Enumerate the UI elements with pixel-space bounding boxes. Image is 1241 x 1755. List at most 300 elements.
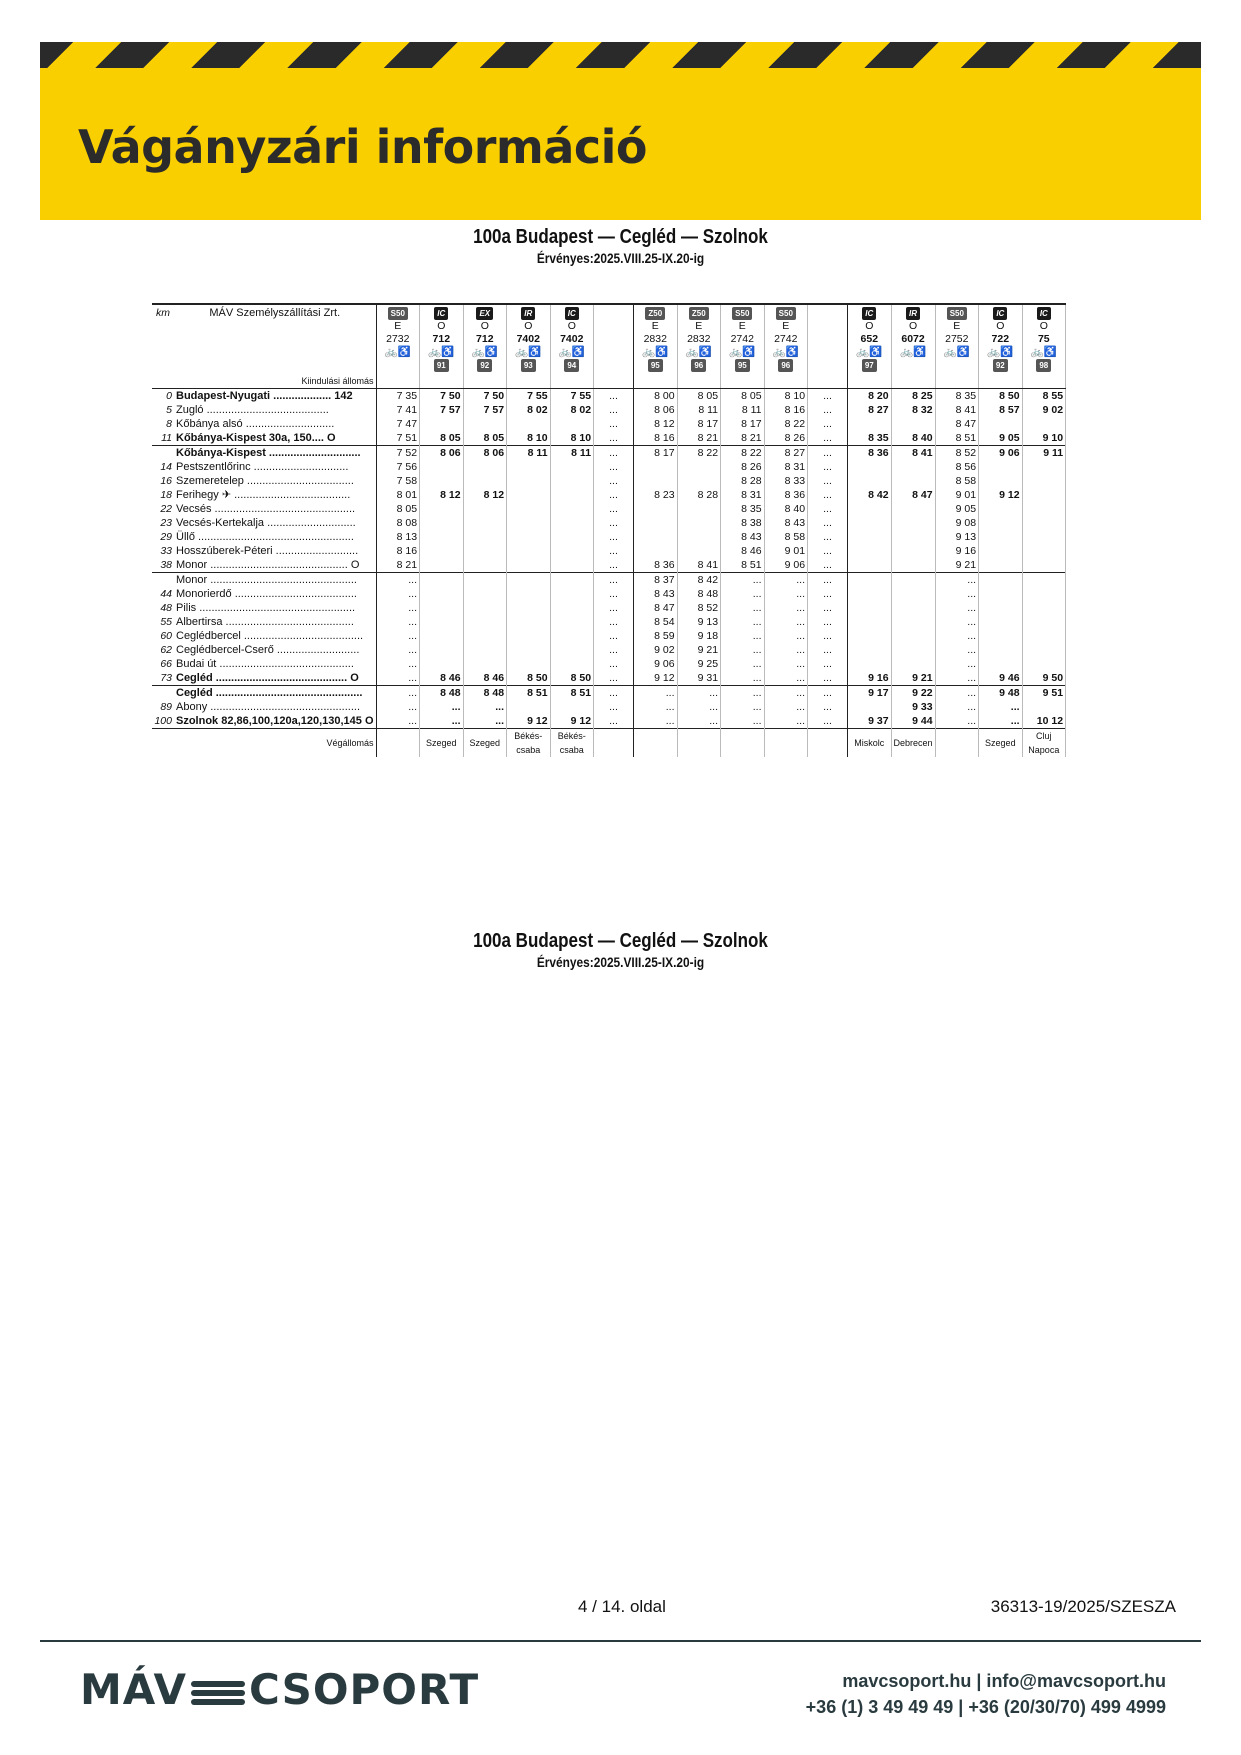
km-cell: 23	[160, 517, 172, 529]
train-class: E	[394, 320, 402, 332]
bike-icon: 🚲♿	[384, 346, 411, 358]
time-cell: ...	[376, 714, 420, 729]
departure-label: Kiindulási állomás	[174, 374, 376, 389]
time-cell: 9 06	[979, 446, 1023, 461]
time-cell: ...	[764, 573, 808, 588]
time-cell: 8 33	[764, 474, 808, 488]
destination-cell	[376, 729, 420, 758]
time-cell: 8 22	[721, 446, 765, 461]
time-cell	[463, 573, 507, 588]
time-cell	[420, 516, 464, 530]
train-column-header	[979, 304, 1023, 374]
logo-text-left: MÁV	[80, 1665, 187, 1714]
time-cell: ...	[808, 615, 848, 629]
station-name: Szemeretelep ...................................	[174, 474, 376, 488]
time-cell: 8 32	[891, 403, 935, 417]
train-number: 722	[991, 333, 1010, 345]
time-cell	[463, 601, 507, 615]
time-cell: ...	[808, 474, 848, 488]
train-column-header	[420, 304, 464, 374]
time-cell: ...	[808, 488, 848, 502]
station-row	[152, 403, 1066, 417]
time-cell: 8 11	[677, 403, 721, 417]
train-class: O	[1039, 320, 1048, 332]
time-cell	[1022, 530, 1066, 544]
station-name: Budapest-Nyugati ................... 142	[174, 389, 376, 404]
time-cell: ...	[376, 615, 420, 629]
km-cell: 60	[160, 630, 172, 642]
empty-cell	[979, 374, 1023, 389]
logo-text-right: CSOPORT	[248, 1665, 480, 1714]
time-cell: 9 46	[979, 671, 1023, 686]
time-cell: 8 12	[420, 488, 464, 502]
empty-cell	[594, 374, 634, 389]
station-name: Kőbánya alsó .............................	[174, 417, 376, 431]
station-name: Abony .................................................	[174, 700, 376, 714]
train-type-badge: S50	[388, 307, 408, 320]
km-cell	[152, 446, 174, 461]
station-row	[152, 629, 1066, 643]
time-cell	[550, 544, 594, 558]
time-cell: 8 31	[764, 460, 808, 474]
time-cell: ...	[808, 403, 848, 417]
time-cell: ...	[677, 714, 721, 729]
time-cell	[463, 615, 507, 629]
train-type-badge: Z50	[689, 307, 709, 320]
time-cell: 8 16	[634, 431, 678, 446]
note-ref-badge: 96	[778, 359, 793, 372]
time-cell: 8 48	[420, 686, 464, 701]
time-cell: 9 12	[634, 671, 678, 686]
train-number: 712	[432, 333, 451, 345]
time-cell: ...	[594, 389, 634, 404]
time-cell	[507, 587, 551, 601]
time-cell	[979, 474, 1023, 488]
time-cell	[463, 629, 507, 643]
note-ref-badge: 93	[521, 359, 536, 372]
train-column-header	[935, 304, 979, 374]
time-cell: 9 06	[764, 558, 808, 573]
departure-label-row	[152, 374, 1066, 389]
time-cell: 9 12	[550, 714, 594, 729]
time-cell: 8 21	[721, 431, 765, 446]
station-row	[152, 474, 1066, 488]
time-cell: 8 35	[721, 502, 765, 516]
time-cell: 8 28	[721, 474, 765, 488]
time-cell	[979, 460, 1023, 474]
destination-cell	[721, 729, 765, 758]
time-cell: 8 10	[550, 431, 594, 446]
time-cell: ...	[634, 686, 678, 701]
time-cell: ...	[721, 671, 765, 686]
time-cell: 8 40	[891, 431, 935, 446]
empty-cell	[721, 374, 765, 389]
time-cell: ...	[594, 488, 634, 502]
time-cell	[1022, 643, 1066, 657]
time-cell: 8 41	[677, 558, 721, 573]
time-cell: ...	[935, 601, 979, 615]
km-cell	[152, 686, 174, 701]
train-number: 2752	[945, 333, 969, 345]
time-cell	[507, 643, 551, 657]
time-cell: 8 50	[550, 671, 594, 686]
time-cell: ...	[764, 587, 808, 601]
time-cell: 7 58	[376, 474, 420, 488]
destination-cell	[764, 729, 808, 758]
km-cell: 62	[160, 644, 172, 656]
time-cell	[463, 530, 507, 544]
time-cell	[1022, 700, 1066, 714]
time-cell: 8 23	[634, 488, 678, 502]
km-cell: 33	[160, 545, 172, 557]
station-name: Szolnok 82,86,100,120a,120,130,145 O	[174, 714, 376, 729]
time-cell	[891, 516, 935, 530]
time-cell: ...	[594, 544, 634, 558]
time-cell	[507, 530, 551, 544]
train-class: E	[782, 320, 790, 332]
time-cell: 7 56	[376, 460, 420, 474]
km-cell: 89	[160, 701, 172, 713]
station-row	[152, 601, 1066, 615]
train-class: O	[480, 320, 489, 332]
time-cell	[979, 629, 1023, 643]
time-cell: 8 35	[848, 431, 892, 446]
time-cell: ...	[808, 516, 848, 530]
time-cell: 8 50	[507, 671, 551, 686]
time-cell: ...	[594, 417, 634, 431]
time-cell: 8 13	[376, 530, 420, 544]
time-cell	[979, 587, 1023, 601]
empty-cell	[764, 374, 808, 389]
time-cell: 9 13	[677, 615, 721, 629]
train-number: 75	[1037, 333, 1050, 345]
time-cell: ...	[594, 516, 634, 530]
time-cell	[848, 460, 892, 474]
train-column-header	[376, 304, 420, 374]
km-cell: 44	[160, 588, 172, 600]
time-cell: 8 41	[891, 446, 935, 461]
train-column-header	[721, 304, 765, 374]
time-cell	[979, 657, 1023, 671]
time-cell	[463, 516, 507, 530]
time-cell: 8 11	[721, 403, 765, 417]
time-cell	[507, 601, 551, 615]
time-cell	[550, 657, 594, 671]
time-cell: 9 33	[891, 700, 935, 714]
time-cell: 8 05	[463, 431, 507, 446]
time-cell: 7 55	[550, 389, 594, 404]
train-number: 2832	[687, 333, 711, 345]
destination-cell	[677, 729, 721, 758]
station-row	[152, 530, 1066, 544]
time-cell	[848, 544, 892, 558]
time-cell: ...	[808, 671, 848, 686]
time-cell	[634, 460, 678, 474]
time-cell	[420, 615, 464, 629]
time-cell: ...	[594, 446, 634, 461]
time-cell: ...	[808, 530, 848, 544]
train-number: 652	[860, 333, 879, 345]
time-cell: 8 02	[507, 403, 551, 417]
rail-icon	[191, 1673, 245, 1713]
time-cell	[979, 502, 1023, 516]
gap-cell	[594, 304, 634, 374]
station-row	[152, 417, 1066, 431]
time-cell: ...	[376, 573, 420, 588]
time-cell: 8 16	[376, 544, 420, 558]
banner-title: Vágányzári információ	[78, 120, 648, 174]
time-cell	[420, 530, 464, 544]
time-cell	[420, 558, 464, 573]
time-cell: ...	[594, 643, 634, 657]
bike-icon: 🚲♿	[685, 346, 712, 358]
station-row	[152, 714, 1066, 729]
time-cell: 8 27	[764, 446, 808, 461]
station-name: Pilis ...................................................	[174, 601, 376, 615]
time-cell: ...	[808, 502, 848, 516]
time-cell: 9 50	[1022, 671, 1066, 686]
time-cell	[848, 587, 892, 601]
time-cell: 8 52	[935, 446, 979, 461]
time-cell: 8 21	[677, 431, 721, 446]
time-cell: 8 08	[376, 516, 420, 530]
time-cell: 7 50	[420, 389, 464, 404]
time-cell	[891, 530, 935, 544]
time-cell: ...	[463, 700, 507, 714]
time-cell	[979, 601, 1023, 615]
section-title-2: 100a Budapest — Cegléd — Szolnok	[473, 930, 768, 952]
station-name: Cegléd ................................................	[174, 686, 376, 701]
train-number: 2742	[774, 333, 798, 345]
time-cell	[891, 601, 935, 615]
time-cell	[891, 615, 935, 629]
time-cell	[507, 488, 551, 502]
time-cell: 8 28	[677, 488, 721, 502]
time-cell: 8 38	[721, 516, 765, 530]
time-cell: 8 17	[634, 446, 678, 461]
time-cell: ...	[721, 615, 765, 629]
station-row	[152, 502, 1066, 516]
contact-info	[806, 1668, 1166, 1720]
station-row	[152, 431, 1066, 446]
km-cell: 29	[160, 531, 172, 543]
time-cell	[463, 587, 507, 601]
station-name: Monor ................................................	[174, 573, 376, 588]
time-cell	[891, 460, 935, 474]
time-cell: ...	[935, 573, 979, 588]
time-cell	[463, 502, 507, 516]
bike-icon: 🚲♿	[1030, 346, 1057, 358]
train-column-header	[891, 304, 935, 374]
time-cell: 8 46	[463, 671, 507, 686]
empty-cell	[935, 374, 979, 389]
train-number: 2832	[643, 333, 667, 345]
time-cell: ...	[935, 587, 979, 601]
time-cell	[550, 502, 594, 516]
train-type-badge: IR	[906, 307, 920, 320]
station-row	[152, 615, 1066, 629]
time-cell: ...	[808, 573, 848, 588]
time-cell	[1022, 502, 1066, 516]
time-cell	[420, 417, 464, 431]
note-ref-badge: 92	[993, 359, 1008, 372]
time-cell	[848, 502, 892, 516]
time-cell: ...	[764, 629, 808, 643]
time-cell: 8 43	[764, 516, 808, 530]
gap-cell	[808, 304, 848, 374]
empty-cell	[420, 374, 464, 389]
time-cell: 8 59	[634, 629, 678, 643]
time-cell: ...	[764, 700, 808, 714]
time-cell	[420, 657, 464, 671]
km-cell: 5	[166, 404, 172, 416]
time-cell	[550, 516, 594, 530]
time-cell: ...	[594, 601, 634, 615]
empty-cell	[677, 374, 721, 389]
train-class: E	[695, 320, 703, 332]
empty-cell	[507, 374, 551, 389]
bike-icon: 🚲♿	[642, 346, 669, 358]
note-ref-badge: 97	[862, 359, 877, 372]
note-ref-badge: 96	[691, 359, 706, 372]
time-cell	[634, 544, 678, 558]
empty-cell	[808, 374, 848, 389]
time-cell: ...	[808, 700, 848, 714]
operator-header: MÁV Személyszállítási Zrt.	[174, 304, 376, 374]
train-class: O	[567, 320, 576, 332]
time-cell	[677, 502, 721, 516]
time-cell: ...	[420, 714, 464, 729]
time-cell: 8 27	[848, 403, 892, 417]
time-cell: ...	[935, 615, 979, 629]
train-class: O	[865, 320, 874, 332]
time-cell	[848, 629, 892, 643]
time-cell	[979, 558, 1023, 573]
time-cell: 9 22	[891, 686, 935, 701]
time-cell	[507, 558, 551, 573]
time-cell: 8 05	[677, 389, 721, 404]
time-cell: ...	[376, 587, 420, 601]
time-cell: 9 21	[935, 558, 979, 573]
train-number: 712	[476, 333, 494, 345]
time-cell: 7 47	[376, 417, 420, 431]
station-name: Hosszúberek-Péteri ...........................	[174, 544, 376, 558]
time-cell: ...	[808, 601, 848, 615]
train-type-badge: EX	[476, 307, 493, 320]
station-row	[152, 446, 1066, 461]
time-cell: 9 02	[634, 643, 678, 657]
note-ref-badge: 92	[477, 359, 492, 372]
train-column-header	[848, 304, 892, 374]
time-cell: 8 58	[764, 530, 808, 544]
time-cell: ...	[764, 615, 808, 629]
time-cell	[420, 502, 464, 516]
time-cell: 9 05	[979, 431, 1023, 446]
time-cell: ...	[764, 657, 808, 671]
time-cell: 9 25	[677, 657, 721, 671]
time-cell	[420, 629, 464, 643]
time-cell: ...	[594, 587, 634, 601]
train-number: 7402	[560, 333, 584, 345]
time-cell: 8 43	[721, 530, 765, 544]
time-cell: ...	[721, 629, 765, 643]
time-cell: 8 12	[463, 488, 507, 502]
train-number: 2732	[386, 333, 410, 345]
station-row	[152, 488, 1066, 502]
time-cell	[507, 474, 551, 488]
time-cell: 8 36	[634, 558, 678, 573]
time-cell: ...	[594, 615, 634, 629]
bike-icon: 🚲♿	[515, 346, 542, 358]
time-cell: ...	[808, 558, 848, 573]
time-cell	[550, 643, 594, 657]
time-cell	[1022, 657, 1066, 671]
time-cell: 8 51	[935, 431, 979, 446]
bike-icon: 🚲♿	[943, 346, 970, 358]
time-cell	[677, 544, 721, 558]
empty-cell	[550, 374, 594, 389]
train-class: E	[651, 320, 659, 332]
bike-icon: 🚲♿	[428, 346, 455, 358]
time-cell: 8 58	[935, 474, 979, 488]
time-cell: ...	[376, 657, 420, 671]
time-cell: ...	[721, 573, 765, 588]
train-type-badge: IC	[1037, 307, 1051, 320]
time-cell	[550, 700, 594, 714]
station-row	[152, 686, 1066, 701]
contact-web-email: mavcsoport.hu | info@mavcsoport.hu	[842, 1671, 1166, 1691]
section-title-1: 100a Budapest — Cegléd — Szolnok	[473, 226, 768, 248]
time-cell: ...	[764, 671, 808, 686]
km-cell: 8	[166, 418, 172, 430]
time-cell: ...	[376, 700, 420, 714]
station-name: Zugló ........................................	[174, 403, 376, 417]
time-cell: ...	[808, 431, 848, 446]
station-row	[152, 558, 1066, 573]
time-cell: 9 18	[677, 629, 721, 643]
train-type-badge: IC	[434, 307, 448, 320]
time-cell: 8 50	[979, 389, 1023, 404]
time-cell: 7 57	[463, 403, 507, 417]
time-cell	[550, 474, 594, 488]
time-cell	[550, 460, 594, 474]
time-cell: 8 25	[891, 389, 935, 404]
time-cell	[677, 460, 721, 474]
time-cell	[1022, 573, 1066, 588]
time-cell: 8 26	[721, 460, 765, 474]
time-cell: ...	[808, 657, 848, 671]
destination-cell: Békés-csaba	[550, 729, 594, 758]
time-cell: 9 11	[1022, 446, 1066, 461]
time-cell: 8 40	[764, 502, 808, 516]
station-row	[152, 700, 1066, 714]
time-cell	[1022, 460, 1066, 474]
km-cell	[152, 374, 174, 389]
km-cell: 22	[160, 503, 172, 515]
time-cell: 9 17	[848, 686, 892, 701]
station-name: Kőbánya-Kispest 30a, 150.... O	[174, 431, 376, 446]
time-cell: 8 47	[935, 417, 979, 431]
time-cell	[420, 601, 464, 615]
destination-cell	[808, 729, 848, 758]
time-cell: 9 10	[1022, 431, 1066, 446]
time-cell: ...	[594, 573, 634, 588]
time-cell: ...	[721, 587, 765, 601]
time-cell: 9 01	[764, 544, 808, 558]
time-cell	[550, 615, 594, 629]
time-cell: ...	[721, 601, 765, 615]
time-cell: 8 42	[677, 573, 721, 588]
